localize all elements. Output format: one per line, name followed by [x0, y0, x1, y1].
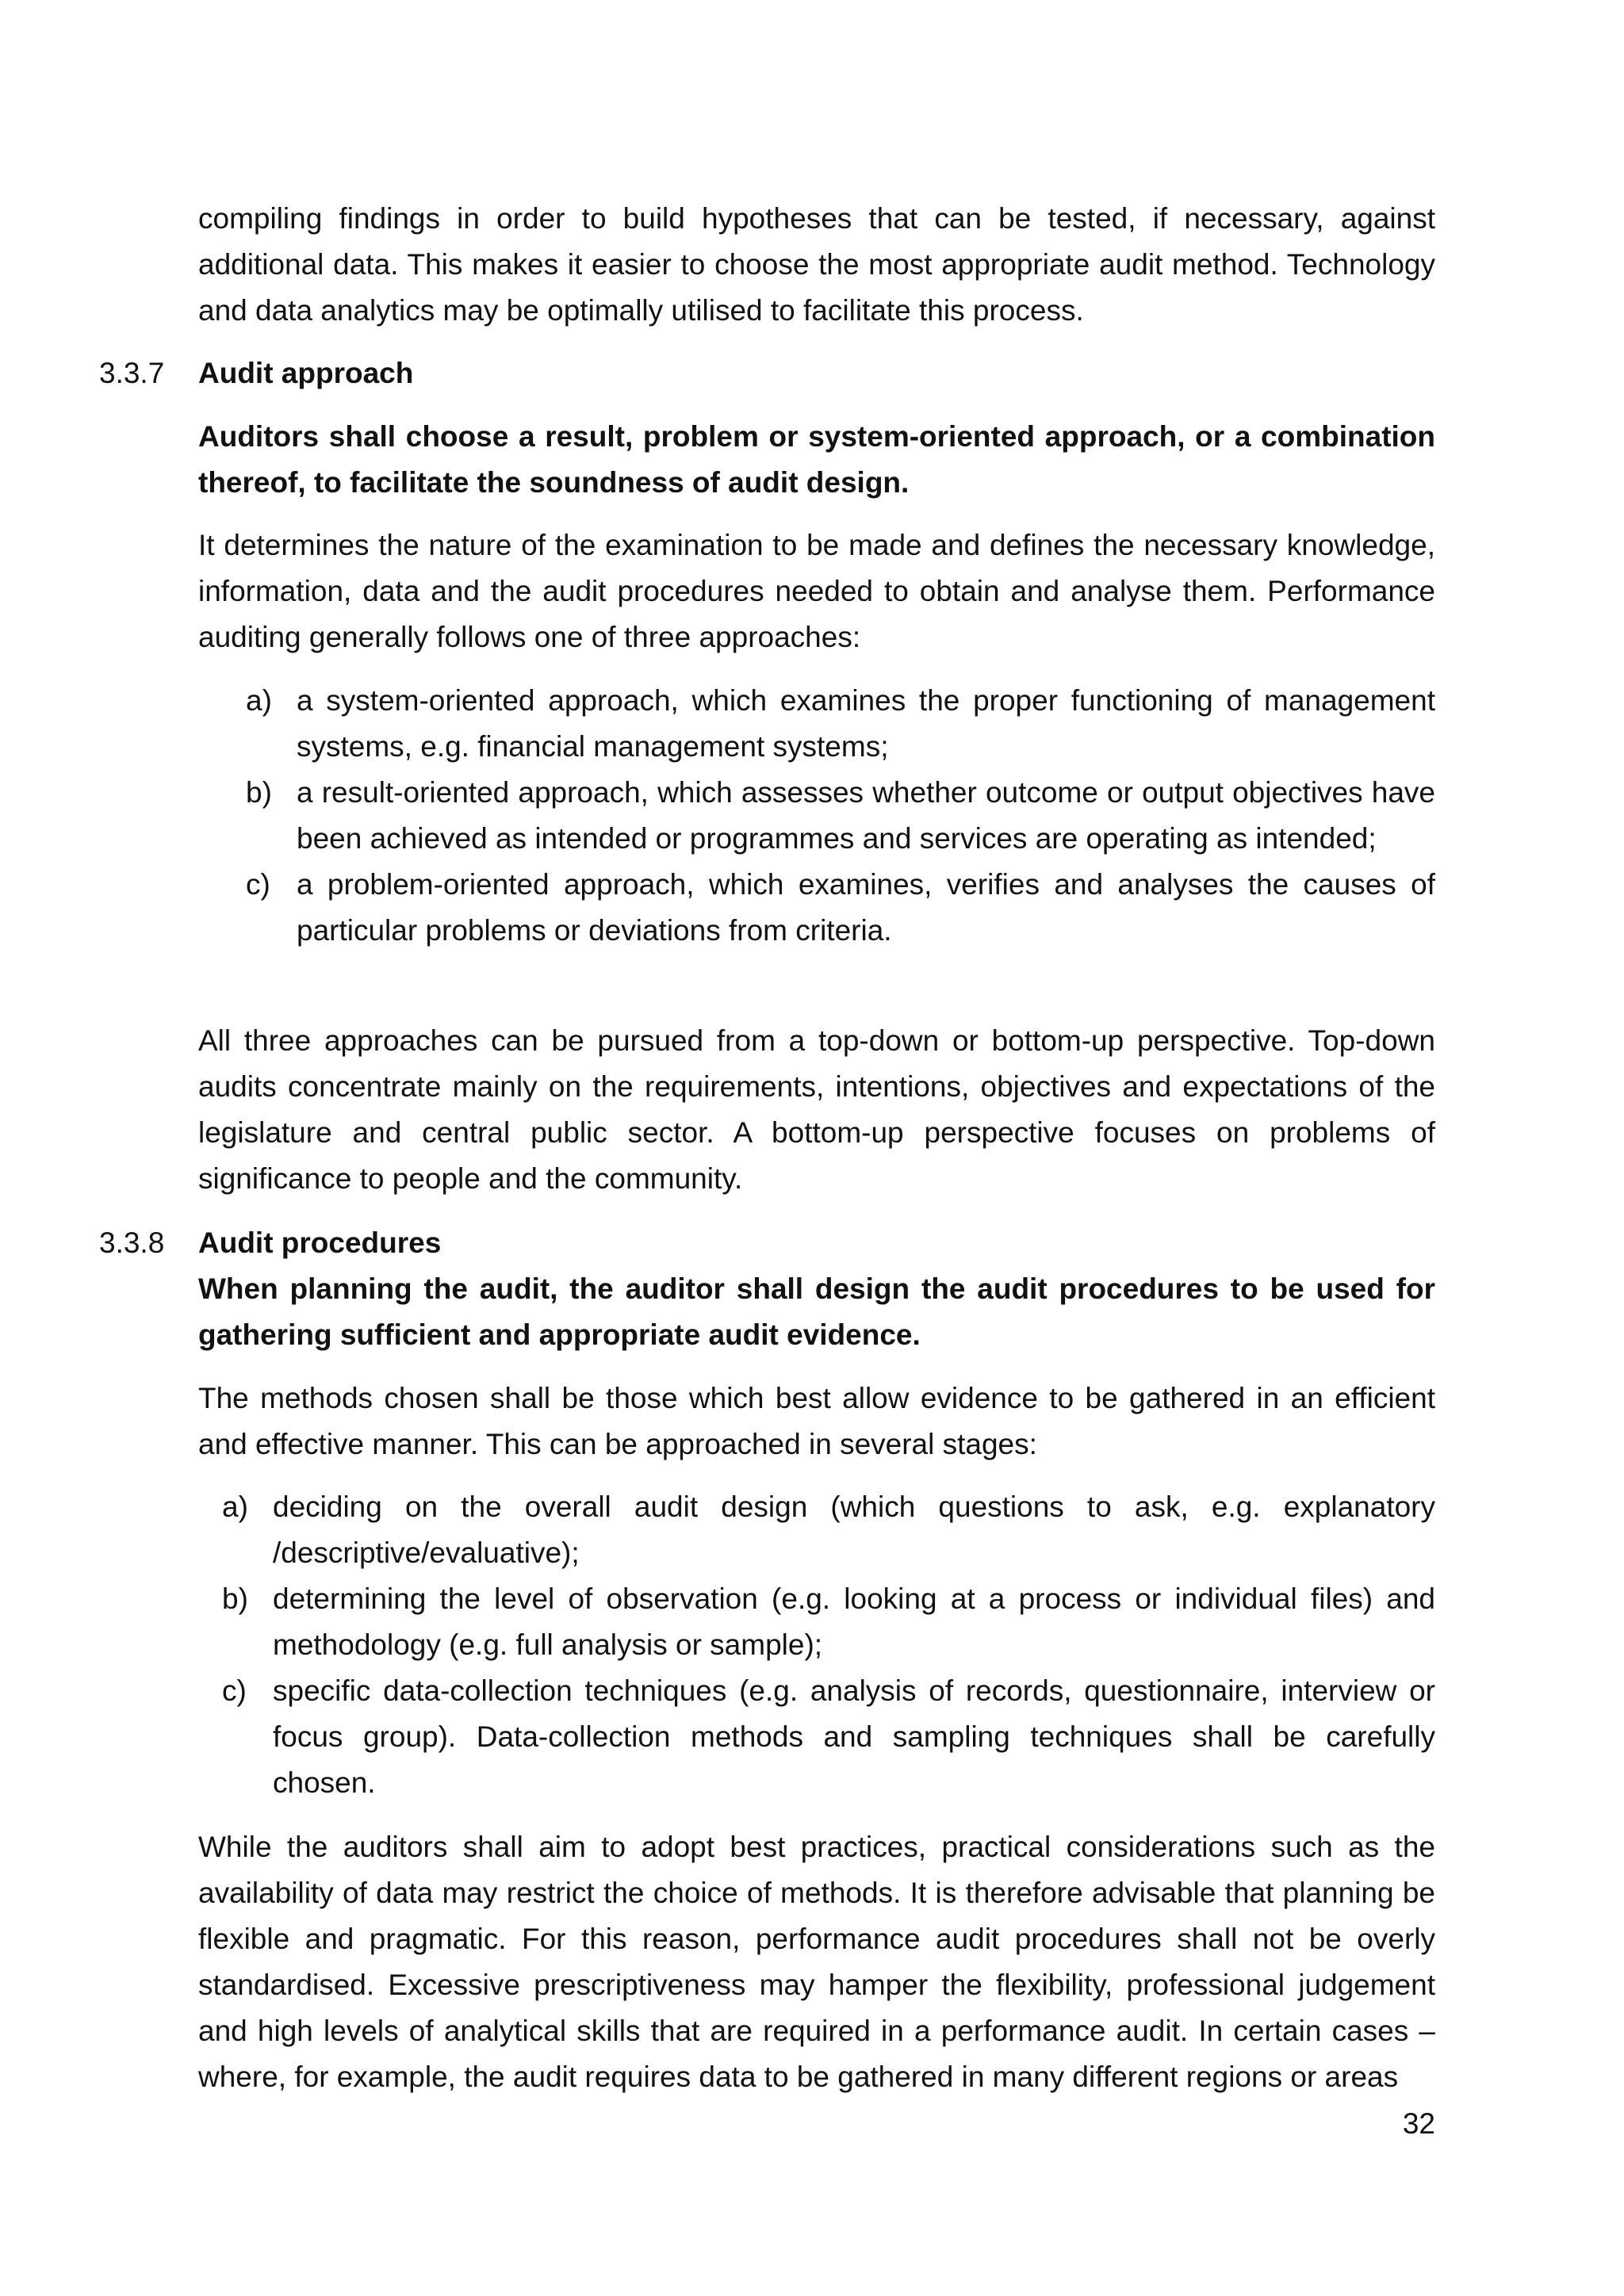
list-item: c) a problem-oriented approach, which examines, verifies and analyses the causes of particular problems or deviations from criteria.: [246, 862, 1435, 954]
list-marker: a): [222, 1490, 248, 1523]
procedures-list: [222, 1484, 1435, 1806]
audit-procedures-paragraph-2: While the auditors shall aim to adopt best practices, practical considerations such as the availability of data may restrict the choice of methods. It is therefore advisable that planning be flexible and pragmatic. For this reason, performance audit procedures shall not be overly standardised. Excessive prescriptiveness may hamper the flexibility, professional judgement and high levels of analytical skills that are required in a performance audit. In certain cases – where, for example, the audit requires data to be gathered in many different regions or areas: [198, 1831, 1435, 2093]
audit-approach-paragraph-1: It determines the nature of the examination to be made and defines the necessary knowledge, information, data and the audit procedures needed to obtain and analyse them. Performance auditing generally follows one of three approaches:: [198, 529, 1435, 653]
section-number: 3.3.7: [99, 357, 165, 389]
section-title: Audit approach: [198, 357, 414, 389]
list-item: a) a system-oriented approach, which examines the proper functioning of management systems, e.g. financial management systems;: [246, 678, 1435, 770]
list-marker: b): [246, 776, 272, 809]
list-item: b) a result-oriented approach, which assesses whether outcome or output objectives have been achieved as intended or programmes and services are operating as intended;: [246, 770, 1435, 862]
audit-approach-paragraph-2: All three approaches can be pursued from a top-down or bottom-up perspective. Top-down audits concentrate mainly on the requirements, intentions, objectives and expectations of the legislature and central public sector. A bottom-up perspective focuses on problems of significance to people and the community.: [198, 1024, 1435, 1195]
list-marker: a): [246, 684, 272, 717]
audit-approach-standard: Auditors shall choose a result, problem or system-oriented approach, or a combination thereof, to facilitate the soundness of audit design.: [198, 420, 1435, 499]
audit-procedures-standard: When planning the audit, the auditor shall design the audit procedures to be used for gathering sufficient and appropriate audit evidence.: [198, 1272, 1435, 1351]
section-number: 3.3.8: [99, 1226, 165, 1259]
list-marker: b): [222, 1582, 248, 1615]
section-heading-3-3-8: [99, 1220, 1447, 1266]
approach-list: [246, 678, 1435, 954]
intro-paragraph: compiling findings in order to build hypotheses that can be tested, if necessary, against additional data. This makes it easier to choose the most appropriate audit method. Technology and data analytics may be optimally utilised to facilitate this process.: [198, 202, 1435, 327]
section-heading-3-3-7: [99, 350, 1447, 396]
list-item: a) deciding on the overall audit design (which questions to ask, e.g. explanatory /descriptive/evaluative);: [222, 1484, 1435, 1576]
list-item: c) specific data-collection techniques (e.g. analysis of records, questionnaire, interview or focus group). Data-collection methods and sampling techniques shall be carefully chosen.: [222, 1668, 1435, 1806]
list-marker: c): [222, 1674, 247, 1707]
section-title: Audit procedures: [198, 1226, 442, 1259]
list-item: b) determining the level of observation (e.g. looking at a process or individual files) and methodology (e.g. full analysis or sample);: [222, 1576, 1435, 1668]
page-number: 32: [1402, 2107, 1435, 2140]
list-marker: c): [246, 868, 270, 901]
audit-procedures-paragraph-1: The methods chosen shall be those which best allow evidence to be gathered in an efficient and effective manner. This can be approached in several stages:: [198, 1382, 1435, 1460]
